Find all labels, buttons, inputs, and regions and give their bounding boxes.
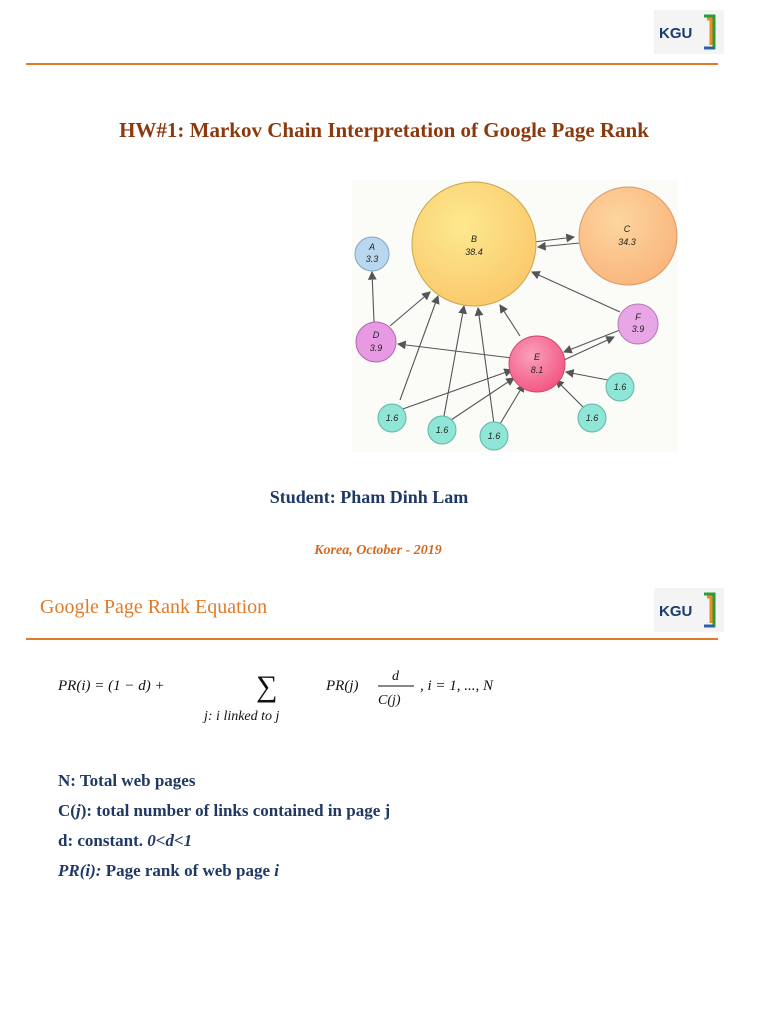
equation-lhs: PR(i) = (1 − d) +: [58, 678, 165, 694]
logo-text: KGU: [659, 603, 693, 620]
node-small-5-value: 1.6: [613, 382, 627, 392]
node-e: [509, 336, 565, 392]
definition-pr-var: i: [274, 861, 279, 880]
node-a-label: A: [368, 242, 376, 252]
node-b-label: B: [470, 234, 478, 244]
node-a-value: 3.3: [365, 254, 379, 264]
node-f-label: F: [635, 312, 641, 322]
presentation-date: Korea, October - 2019: [314, 543, 442, 558]
node-e-label: E: [533, 352, 541, 362]
logo-text: KGU: [659, 25, 693, 42]
definition-pr: [58, 856, 390, 886]
node-f-value: 3.9: [631, 324, 645, 334]
kgu-logo-graphic: [654, 10, 724, 54]
sum-subscript: j: i linked to j: [204, 709, 280, 724]
definition-c-prefix: C(: [58, 801, 76, 820]
slide-title: Google Page Rank Equation: [40, 596, 268, 618]
kgu-logo: [654, 10, 724, 54]
definition-c-rest: ): total number of links contained in page j: [80, 801, 391, 820]
kgu-logo: [654, 588, 724, 632]
node-small-2-value: 1.6: [435, 425, 449, 435]
definition-n: N: Total web pages: [58, 771, 196, 790]
header-rule: [26, 63, 718, 65]
definitions-list: [58, 766, 390, 886]
definition-d-prefix: d: constant.: [58, 831, 148, 850]
node-small-4-value: 1.6: [585, 413, 599, 423]
header-rule: [26, 638, 718, 640]
node-c: [579, 187, 677, 285]
node-b: [412, 182, 536, 306]
definition-pr-rest: Page rank of web page: [101, 861, 275, 880]
definition-c-var: j: [75, 801, 81, 820]
fraction-denominator: C(j): [378, 693, 401, 708]
node-e-value: 8.1: [530, 365, 544, 375]
slide-title: HW#1: Markov Chain Interpretation of Google Page Rank: [119, 118, 649, 142]
node-c-label: C: [623, 224, 631, 234]
definition-d: [58, 826, 390, 856]
node-small-1-value: 1.6: [385, 413, 399, 423]
fraction-numerator: d: [392, 669, 399, 684]
node-b-value: 38.4: [465, 247, 483, 257]
sum-symbol: ∑: [256, 670, 278, 703]
equation-range: , i = 1, ..., N: [420, 678, 494, 694]
node-small-3-value: 1.6: [487, 431, 501, 441]
pagerank-equation: [58, 660, 528, 726]
node-d-label: D: [372, 330, 380, 340]
node-d-value: 3.9: [369, 343, 383, 353]
equation-term: PR(j): [326, 678, 359, 694]
definition-d-range: 0<d<1: [147, 831, 193, 850]
definition-pr-prefix: PR(i):: [58, 861, 102, 880]
pagerank-graph: [352, 180, 678, 452]
definition-c: [58, 796, 390, 826]
node-c-value: 34.3: [618, 237, 636, 247]
equation-slide: [0, 580, 768, 1024]
node-d: [356, 322, 396, 362]
student-name: Student: Pham Dinh Lam: [269, 487, 469, 507]
kgu-logo-graphic: [654, 588, 724, 632]
